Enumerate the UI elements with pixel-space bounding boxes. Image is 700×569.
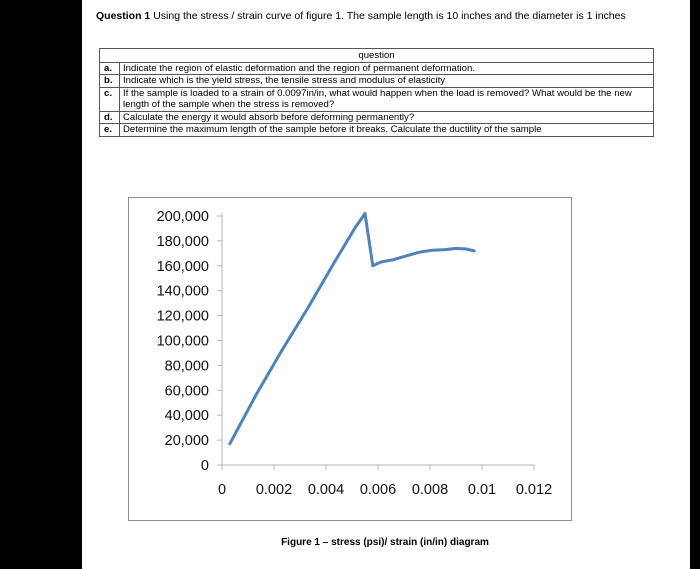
row-text: If the sample is loaded to a strain of 0.0097in/in, what would happen when the load is removed? What would be the new length of the sample when the stress is removed?: [120, 87, 654, 111]
row-text: Determine the maximum length of the sample before it breaks. Calculate the ductility of the sample: [120, 124, 654, 137]
x-tick-label: 0.01: [467, 482, 497, 498]
table-row: [100, 75, 654, 88]
table-row: [100, 87, 654, 111]
row-label: e.: [100, 124, 120, 137]
y-tick-label: 140,000: [156, 283, 209, 300]
chart-canvas: [129, 198, 571, 520]
y-tick-label: 40,000: [164, 408, 209, 425]
y-tick-label: 80,000: [164, 358, 209, 375]
document-page: [82, 0, 690, 569]
y-tick-label: 60,000: [164, 383, 209, 400]
table-row: [100, 111, 654, 124]
y-tick-label: 200,000: [156, 209, 209, 225]
y-tick-label: 20,000: [164, 433, 209, 450]
y-tick-label: 160,000: [156, 258, 209, 275]
row-text: Calculate the energy it would absorb before deforming permanently?: [120, 111, 654, 124]
row-label: d.: [100, 111, 120, 124]
row-text: Indicate which is the yield stress, the tensile stress and modulus of elasticity: [120, 75, 654, 88]
x-tick-label: 0.012: [515, 482, 553, 498]
y-tick-label: 180,000: [156, 233, 209, 250]
row-label: b.: [100, 75, 120, 88]
table-row: [100, 62, 654, 75]
x-tick-label: 0.008: [411, 482, 449, 498]
table-header: question: [100, 49, 654, 63]
stress-strain-chart: [128, 197, 572, 521]
x-tick-label: 0.006: [359, 482, 397, 498]
question-text: Using the stress / strain curve of figure 1. The sample length is 10 inches and the diameter is 1 inches: [153, 10, 626, 22]
row-label: c.: [100, 87, 120, 111]
figure-caption-text: Figure 1 – stress (psi)/ strain (in/in) diagram: [281, 537, 489, 548]
table-row: [100, 124, 654, 137]
question-label: Question 1: [96, 10, 151, 22]
question-table: [99, 48, 654, 137]
row-label: a.: [100, 62, 120, 75]
row-text: Indicate the region of elastic deformation and the region of permanent deformation.: [120, 62, 654, 75]
y-tick-label: 120,000: [156, 308, 209, 325]
x-tick-label: 0.004: [307, 482, 345, 498]
y-tick-label: 100,000: [156, 333, 209, 350]
stress-strain-series-line: [230, 214, 474, 444]
x-tick-label: 0.002: [255, 482, 293, 498]
question-statement: [96, 10, 656, 23]
y-tick-label: 0: [200, 458, 209, 474]
x-tick-label: 0: [217, 482, 227, 498]
figure-caption: [82, 537, 690, 548]
table-header-row: [100, 49, 654, 63]
